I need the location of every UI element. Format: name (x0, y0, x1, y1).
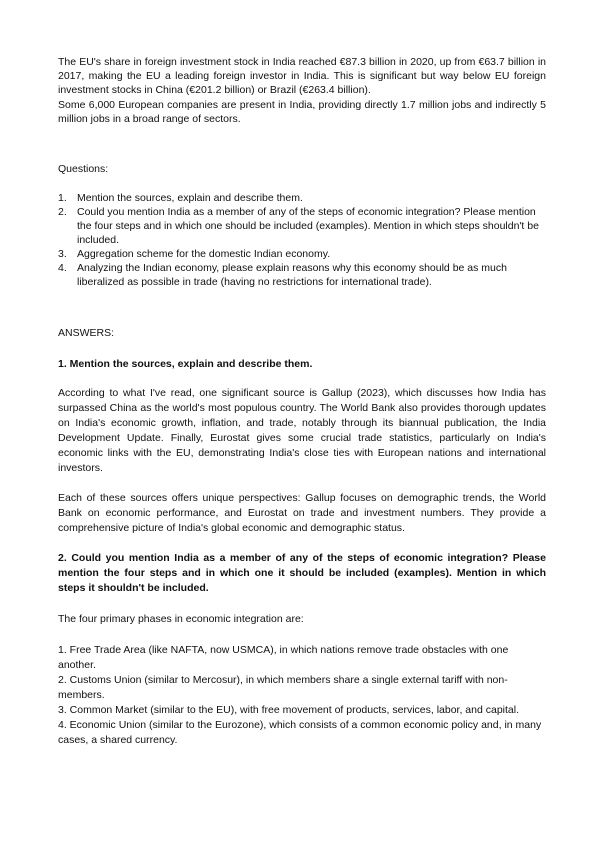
question-item (58, 261, 546, 289)
questions-section (58, 162, 546, 289)
phase-item: 4. Economic Union (similar to the Eurozone), which consists of a common economic policy and, in many cases, a shared currency. (58, 719, 542, 746)
question-text: Could you mention India as a member of any of the steps of economic integration? Please mention the four steps and in which one should be included (examples). Mention in which steps shouldn't be included. (77, 206, 539, 246)
intro-section (58, 55, 546, 126)
intro-paragraph-investment: The EU's share in foreign investment stock in India reached €87.3 billion in 2020, up from €63.7 billion in 2017, making the EU a leading foreign investor in India. This is significant but way below EU foreign investment stocks in China (€201.2 billion) or Brazil (€263.4 billion). (58, 56, 546, 96)
answer-1-heading-text: . Mention the sources, explain and describe them. (63, 358, 313, 370)
question-text: Analyzing the Indian economy, please explain reasons why this economy should be as much liberalized as possible in trade (having no restrictions for international trade). (77, 262, 507, 288)
answer-2-heading (58, 551, 546, 596)
intro-paragraph-companies: Some 6,000 European companies are present in India, providing directly 1.7 million jobs and indirectly 5 million jobs in a broad range of sectors. (58, 99, 546, 125)
question-item (58, 191, 546, 205)
question-item (58, 247, 546, 261)
question-number: 3. (58, 248, 67, 260)
question-number: 4. (58, 262, 67, 274)
question-number: 2. (58, 206, 67, 218)
answer-2-heading-text: . Could you mention India as a member of any of the steps of economic integration? Please mention the four steps and in which one it should be included (examples). Mention in which steps it shouldn't be included. (58, 552, 546, 594)
answer-1-perspectives-paragraph: Each of these sources offers unique perspectives: Gallup focuses on demographic trends, the World Bank on economic performance, and Eurostat on trade and investment numbers. They provide a comprehensive picture of India's global economic and demographic status. (58, 492, 546, 534)
answer-2-number: 2 (58, 552, 64, 564)
question-item (58, 205, 546, 247)
questions-list (58, 191, 546, 289)
question-text: Mention the sources, explain and describe them. (77, 192, 303, 204)
questions-label: Questions: (58, 163, 109, 175)
phase-item: 3. Common Market (similar to the EU), with free movement of products, services, labor, and capital. (58, 704, 520, 716)
question-number: 1. (58, 192, 67, 204)
answer-1-sources-paragraph: According to what I've read, one significant source is Gallup (2023), which discusses how India has surpassed China as the world's most populous country. The World Bank also provides thorough updates on India's economic growth, inflation, and trade, notably through its biannual publication, the India Development Update. Finally, Eurostat gives some crucial trade statistics, particularly on India's economic links with the EU, demonstrating India's close ties with European nations and international investors. (58, 387, 546, 474)
answer-2-intro: The four primary phases in economic integration are: (58, 613, 304, 625)
integration-phases-list (58, 643, 546, 748)
answer-2 (58, 551, 546, 748)
answer-1 (58, 357, 546, 536)
question-text: Aggregation scheme for the domestic Indian economy. (77, 248, 331, 260)
phase-item: 1. Free Trade Area (like NAFTA, now USMCA), in which nations remove trade obstacles with one another. (58, 644, 509, 671)
phase-item: 2. Customs Union (similar to Mercosur), in which members share a single external tariff with non-members. (58, 674, 508, 701)
answer-1-number: 1 (58, 358, 64, 370)
answer-1-heading (58, 357, 546, 372)
answers-label: ANSWERS: (58, 327, 115, 339)
answers-section (58, 326, 546, 341)
